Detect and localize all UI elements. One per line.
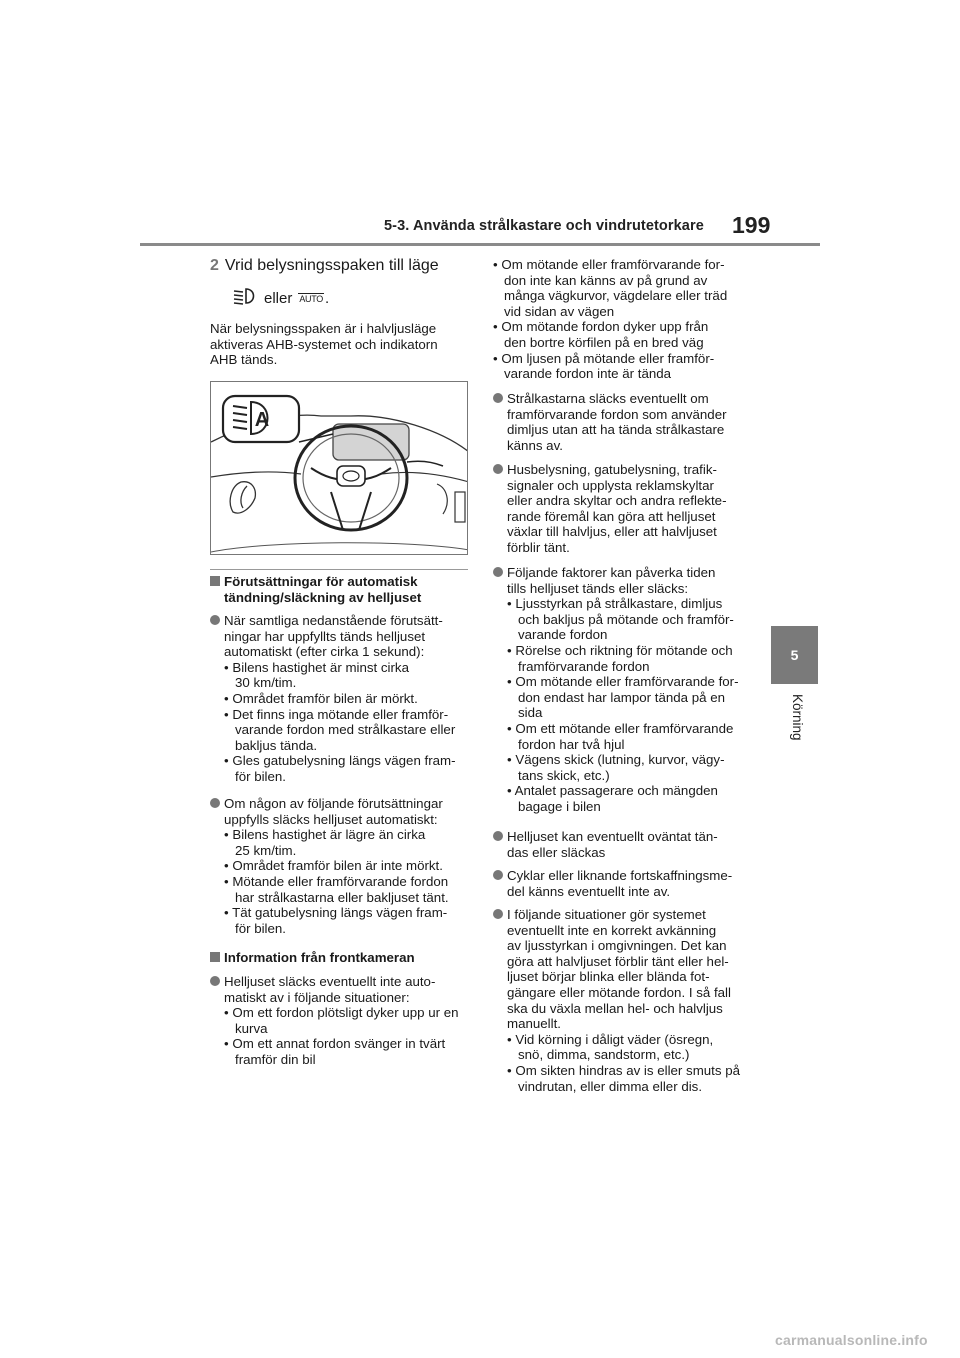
bullet-dot-icon [493,870,503,880]
indicator-letter: A [254,409,270,431]
header-rule [140,243,820,246]
step-2 [210,256,439,276]
intro-paragraph: När belysningsspaken är i halvljusläge aktiveras AHB-systemet och indikatorn AHB tänds. [210,321,438,368]
dashboard-figure [210,381,468,555]
heading-square-icon [210,576,220,586]
bullet-dot-icon [493,464,503,474]
step-text: Vrid belysningsspaken till läge [224,257,439,274]
chapter-number: 5 [790,647,799,663]
chapter-tab[interactable] [771,626,818,684]
bullet-dot-icon [210,615,220,625]
steering-wheel-illustration [211,382,468,555]
bullet-not-auto-off: Helljuset släcks eventuellt inte auto- matiskt av i följande situationer: • Om ett fordon plötsligt dyker upp ur en kurva • Om ett annat fordon svänger in tvärt framför din bil [210,974,472,1068]
bullet-timing-factors: Följande faktorer kan påverka tiden tills helljuset tänds eller släcks: • Ljusstyrkan på strålkastare, dimljus och bakljus på mötande och framför- varande fordon • Rörelse och riktning för mötande och framförvarande fordon • Om mötande eller framförvarande for- don endast har lampor tända på en sida • Om ett mötande eller framförvarande fordon har två hjul • Vägens skick (lutning, kurvor, vägy- tans skick, etc.) • Antalet passagerare och mängden bagage i bilen [493,565,755,815]
bullet-turn-off-conditions: Om någon av följande förutsättningar uppfylls släcks helljuset automatiskt: • Bilens hastighet är lägre än cirka 25 km/tim. • Området framför bilen är inte mörkt. • Mötande eller framförvarande fordon har strålkastarna eller bakljuset tänt. • Tät gatubelysning längs vägen fram- för bilen. [210,796,472,936]
chapter-label: Körning [790,694,805,741]
step-symbols [232,287,329,309]
bullet-bicycles: Cyklar eller liknande fortskaffningsme- del känns eventuellt inte av. [493,868,755,899]
bullet-dot-icon [210,976,220,986]
step-period: . [325,289,330,307]
bullet-reflective-objects: Husbelysning, gatubelysning, trafik- signaler och upplysta reklamskyltar eller andra skyltar och andra reflekte- rande föremål kan göra att helljuset växlar till halvljus, eller att halvljuset förblir tänt. [493,462,755,556]
bullet-brightness-detection: I följande situationer gör systemet eventuellt inte en korrekt avkänning av ljusstyrkan i omgivningen. Det kan göra att halvljuset förblir tänt eller hel- ljuset börjar blinka eller blända fot- gängare eller mötande fordon. I så fall ska du växla mellan hel- och halvljus manuellt. • Vid körning i dåligt väder (ösregn, snö, dimma, sandstorm, etc.) • Om sikten hindras av is eller smuts på vindrutan, eller dimma eller dis. [493,907,755,1094]
bullet-fog-lights: Strålkastarna släcks eventuellt om framförvarande fordon som använder dimljus utan att ha tända strålkastare känns av. [493,391,755,453]
bullet-dot-icon [493,831,503,841]
bullet-dot-icon [493,567,503,577]
heading-front-camera: Information från frontkameran [210,950,470,966]
low-beam-ahb-icon [232,287,258,309]
or-word: eller [264,289,293,307]
bullet-dot-icon [493,393,503,403]
figure-rule [210,569,468,570]
step-number: 2 [210,257,219,274]
bullet-dot-icon [493,909,503,919]
heading-square-icon [210,952,220,962]
bullet-dot-icon [210,798,220,808]
heading-auto-conditions: Förutsättningar för automatisk tändning/släckning av helljuset [210,574,470,605]
right-continued-list: • Om mötande eller framförvarande for- don inte kan känns av på grund av många vägkurvor, vägdelare eller träd vid sidan av vägen • Om mötande fordon dyker upp från den bortre körfilen på en bred väg • Om ljusen på mötande eller framför- varande fordon inte är tända [493,257,728,382]
section-title: 5-3. Använda strålkastare och vindrutetorkare [384,218,704,234]
bullet-turn-on-conditions: När samtliga nedanstående förutsätt- ningar har uppfyllts tänds helljuset automatiskt (efter cirka 1 sekund): • Bilens hastighet är minst cirka 30 km/tim. • Området framför bilen är mörkt. • Det finns inga mötande eller framför- varande fordon med strålkastare eller bakljus tända. • Gles gatubelysning längs vägen fram- för bilen. [210,613,472,785]
bullet-unexpected-toggle: Helljuset kan eventuellt oväntat tän- das eller släckas [493,829,755,860]
watermark: carmanualsonline.info [775,1332,928,1348]
auto-symbol: AUTO [299,293,323,304]
page-number: 199 [732,212,771,238]
